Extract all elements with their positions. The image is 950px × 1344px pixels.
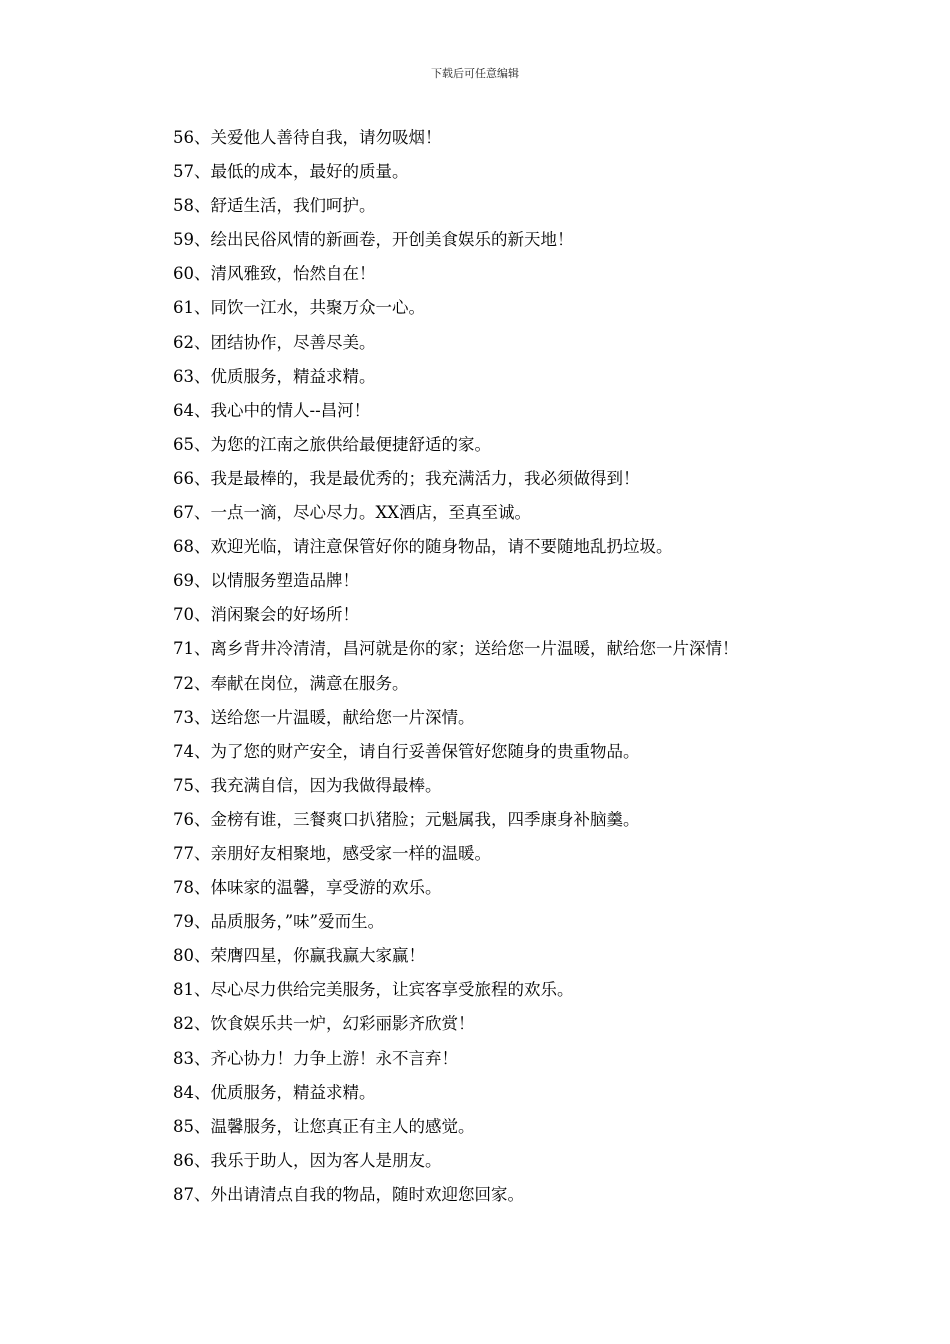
list-item: 81、尽心尽力供给完美服务，让宾客享受旅程的欢乐。	[173, 980, 574, 1000]
page-header-note: 下载后可任意编辑	[431, 67, 519, 80]
list-item: 80、荣膺四星，你赢我赢大家赢！	[173, 946, 425, 966]
list-item: 72、奉献在岗位，满意在服务。	[173, 673, 409, 693]
list-item: 68、欢迎光临，请注意保管好你的随身物品，请不要随地乱扔垃圾。	[173, 537, 673, 557]
list-item: 66、我是最棒的，我是最优秀的；我充满活力，我必须做得到！	[173, 468, 640, 488]
list-item: 74、为了您的财产安全，请自行妥善保管好您随身的贵重物品。	[173, 741, 640, 761]
list-item: 86、我乐于助人，因为客人是朋友。	[173, 1150, 442, 1170]
list-item: 73、送给您一片温暖，献给您一片深情。	[173, 707, 475, 727]
list-item: 87、外出请清点自我的物品，随时欢迎您回家。	[173, 1184, 524, 1204]
list-item: 65、为您的江南之旅供给最便捷舒适的家。	[173, 434, 491, 454]
list-item: 61、同饮一江水，共聚万众一心。	[173, 298, 425, 318]
list-item: 83、齐心协力！力争上游！永不言弃！	[173, 1048, 458, 1068]
list-item: 59、绘出民俗风情的新画卷，开创美食娱乐的新天地！	[173, 230, 574, 250]
list-item: 70、消闲聚会的好场所！	[173, 605, 359, 625]
list-item: 64、我心中的情人--昌河！	[173, 400, 371, 420]
list-item: 60、清风雅致，怡然自在！	[173, 264, 376, 284]
list-item: 62、团结协作，尽善尽美。	[173, 332, 376, 352]
list-item: 57、最低的成本，最好的质量。	[173, 162, 409, 182]
list-item: 79、品质服务，”味”爱而生。	[173, 912, 385, 932]
list-item: 58、舒适生活，我们呵护。	[173, 196, 376, 216]
list-item: 63、优质服务，精益求精。	[173, 366, 376, 386]
list-item: 84、优质服务，精益求精。	[173, 1082, 376, 1102]
list-item: 56、关爱他人善待自我，请勿吸烟！	[173, 128, 442, 147]
list-item: 67、一点一滴，尽心尽力。XX酒店，至真至诚。	[173, 503, 531, 523]
list-item: 71、离乡背井冷清清，昌河就是你的家；送给您一片温暖，献给您一片深情！	[173, 639, 739, 659]
list-item: 85、温馨服务，让您真正有主人的感觉。	[173, 1116, 475, 1136]
list-item: 78、体味家的温馨，享受游的欢乐。	[173, 878, 442, 898]
list-item: 82、饮食娱乐共一炉，幻彩丽影齐欣赏！	[173, 1014, 475, 1034]
list-item: 77、亲朋好友相聚地，感受家一样的温暖。	[173, 843, 491, 863]
slogan-list	[173, 121, 873, 1212]
list-item: 75、我充满自信，因为我做得最棒。	[173, 775, 442, 795]
list-item: 69、以情服务塑造品牌！	[173, 571, 359, 591]
list-item: 76、金榜有谁，三餐爽口扒猪脸；元魁属我，四季康身补脑羹。	[173, 809, 640, 829]
